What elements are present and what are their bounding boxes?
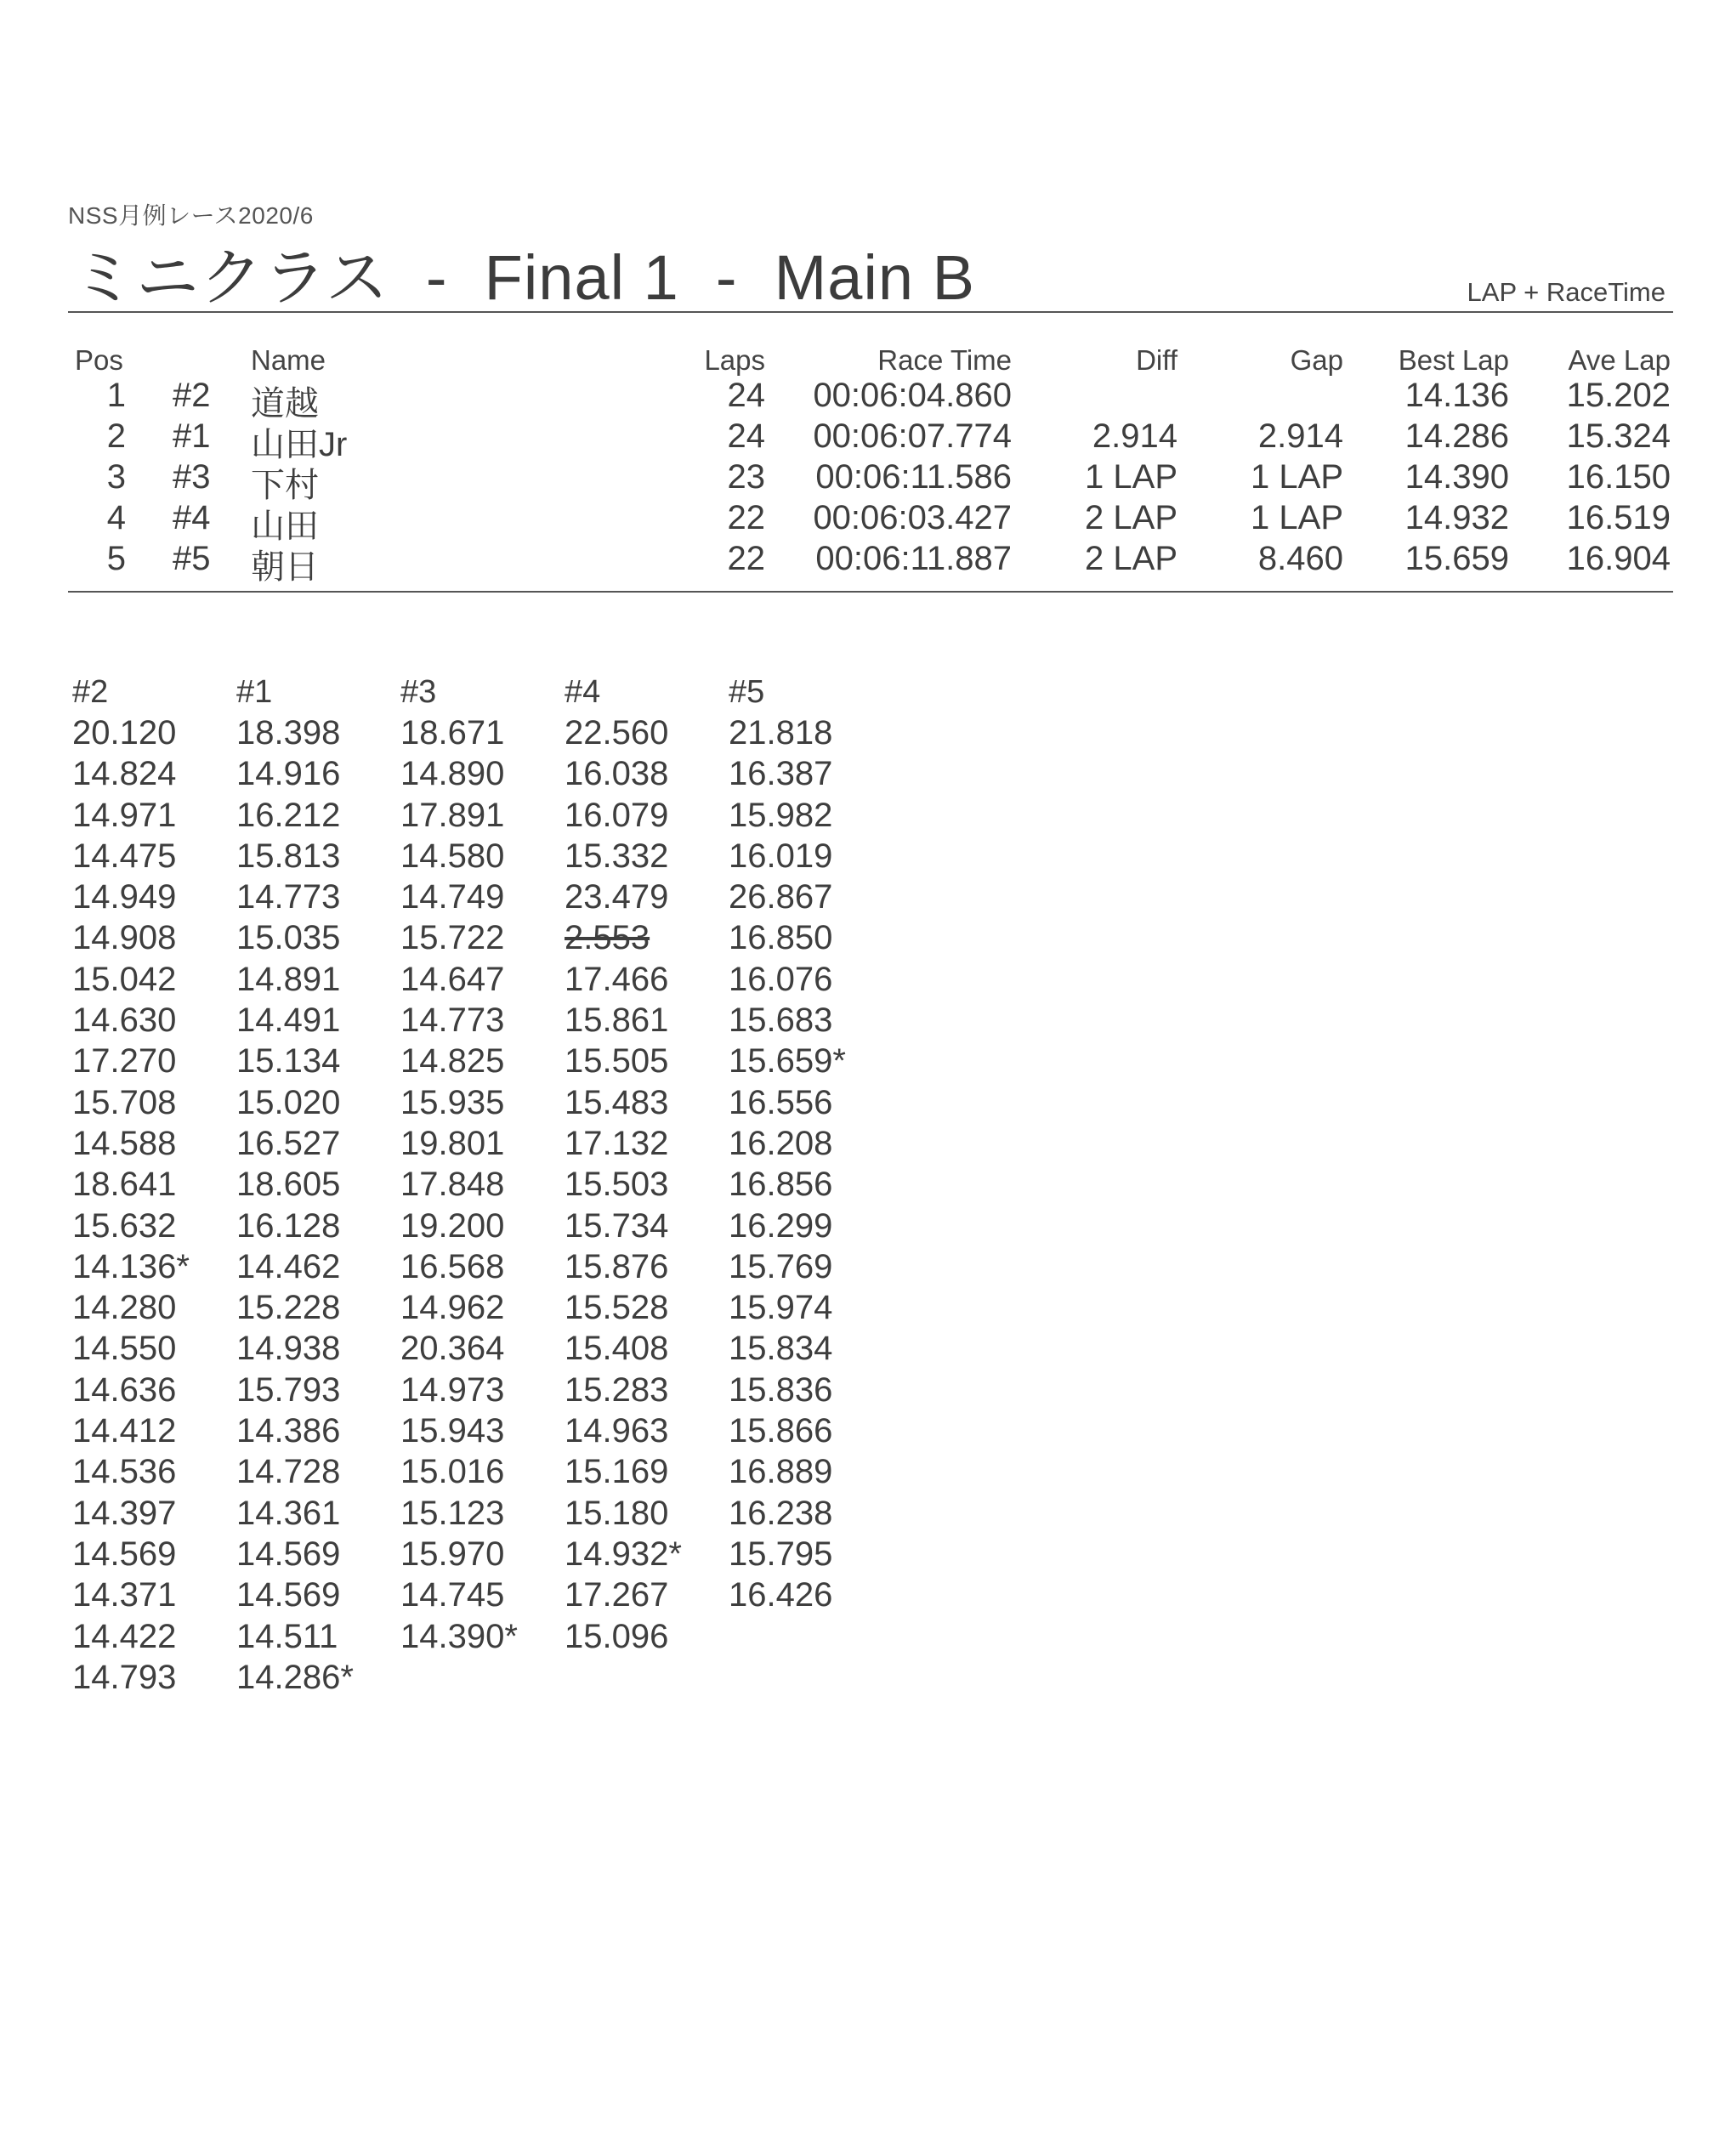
lap-time: 14.636 (72, 1370, 177, 1409)
lap-time: 14.371 (72, 1576, 177, 1614)
lap-time: 15.632 (72, 1206, 177, 1245)
result-pos: 2 (106, 417, 126, 455)
result-race-time: 00:06:07.774 (813, 417, 1012, 455)
lap-time: 16.019 (729, 837, 833, 875)
lap-time: 16.299 (729, 1206, 833, 1245)
lap-time: 14.973 (400, 1370, 505, 1409)
lap-time: 18.641 (72, 1166, 177, 1204)
lap-time: 14.647 (400, 960, 505, 998)
lap-time: 15.016 (400, 1453, 505, 1491)
lap-time: 18.605 (236, 1166, 341, 1204)
lap-time: 16.568 (400, 1247, 505, 1285)
lap-time: 15.683 (729, 1001, 833, 1040)
lap-time: 15.042 (72, 960, 177, 998)
column-header-name: Name (251, 344, 326, 376)
result-ave-lap: 15.324 (1566, 417, 1671, 455)
result-race-time: 00:06:03.427 (813, 499, 1012, 536)
result-diff: 1 LAP (1085, 458, 1177, 496)
lap-column-header: #5 (729, 674, 765, 710)
lap-time: 16.527 (236, 1124, 341, 1162)
lap-time: 14.286* (236, 1658, 354, 1696)
lap-time: 16.556 (729, 1083, 833, 1121)
lap-column (72, 672, 234, 1698)
lap-time: 21.818 (729, 714, 833, 752)
lap-time: 16.238 (729, 1494, 833, 1532)
lap-time: 15.876 (565, 1247, 669, 1285)
lap-column (729, 672, 890, 1616)
lap-time: 17.848 (400, 1166, 505, 1204)
lap-column (236, 672, 398, 1698)
lap-time: 15.793 (236, 1370, 341, 1409)
lap-time: 15.722 (400, 919, 505, 957)
result-best-lap: 14.390 (1404, 458, 1509, 496)
lap-time: 15.813 (236, 837, 341, 875)
lap-time: 15.982 (729, 796, 833, 834)
lap-time: 15.505 (565, 1042, 669, 1081)
lap-time: 14.949 (72, 878, 177, 916)
result-race-time: 00:06:11.887 (815, 540, 1012, 577)
lap-time: 16.208 (729, 1124, 833, 1162)
lap-time: 14.728 (236, 1453, 341, 1491)
lap-time: 16.212 (236, 796, 341, 834)
result-ave-lap: 16.150 (1566, 458, 1671, 496)
lap-column-header: #4 (565, 674, 601, 710)
lap-time: 23.479 (565, 878, 669, 916)
result-diff: 2 LAP (1085, 540, 1177, 577)
result-driver-name: 朝日 (251, 548, 319, 586)
result-car-number: #3 (173, 458, 211, 496)
lap-time: 15.861 (565, 1001, 669, 1040)
lap-time: 15.483 (565, 1083, 669, 1121)
lap-time: 15.123 (400, 1494, 505, 1532)
lap-time: 14.569 (236, 1535, 341, 1573)
column-header-best-lap: Best Lap (1398, 344, 1509, 376)
lap-time: 26.867 (729, 878, 833, 916)
lap-time: 14.745 (400, 1576, 505, 1614)
result-car-number: #5 (173, 540, 211, 577)
lap-time: 14.536 (72, 1453, 177, 1491)
lap-time: 15.283 (565, 1370, 669, 1409)
column-header-gap: Gap (1290, 344, 1343, 376)
lap-time: 16.076 (729, 960, 833, 998)
result-race-time: 00:06:11.586 (815, 458, 1012, 496)
result-driver-name: 道越 (251, 385, 319, 423)
result-best-lap: 14.286 (1404, 417, 1509, 455)
lap-time: 14.908 (72, 919, 177, 957)
lap-time: 14.588 (72, 1124, 177, 1162)
lap-time: 16.128 (236, 1206, 341, 1245)
lap-time: 14.569 (236, 1576, 341, 1614)
result-diff: 2.914 (1092, 417, 1177, 455)
lap-column-header: #3 (400, 674, 437, 710)
result-gap: 1 LAP (1251, 499, 1343, 536)
column-header-pos: Pos (75, 344, 123, 376)
lap-time: 15.769 (729, 1247, 833, 1285)
result-best-lap: 14.136 (1404, 377, 1509, 414)
lap-time: 14.136* (72, 1247, 190, 1285)
lap-time: 20.120 (72, 714, 177, 752)
lap-time: 14.491 (236, 1001, 341, 1040)
lap-time: 16.387 (729, 755, 833, 793)
lap-time: 14.580 (400, 837, 505, 875)
lap-time: 14.475 (72, 837, 177, 875)
result-car-number: #2 (173, 377, 211, 414)
lap-time: 15.970 (400, 1535, 505, 1573)
lap-time: 14.932* (565, 1535, 682, 1573)
lap-column-header: #2 (72, 674, 109, 710)
lap-time: 14.511 (236, 1617, 338, 1655)
lap-time: 15.943 (400, 1412, 505, 1450)
lap-column (565, 672, 726, 1657)
result-gap: 8.460 (1257, 540, 1343, 577)
lap-time: 14.422 (72, 1617, 177, 1655)
lap-time: 18.398 (236, 714, 341, 752)
lap-time: 17.267 (565, 1576, 669, 1614)
lap-time: 15.528 (565, 1289, 669, 1327)
lap-time: 15.228 (236, 1289, 341, 1327)
lap-time: 15.035 (236, 919, 341, 957)
lap-time: 15.734 (565, 1206, 669, 1245)
lap-time: 15.834 (729, 1330, 833, 1368)
lap-time: 19.801 (400, 1124, 505, 1162)
top-divider (68, 311, 1673, 313)
lap-time: 14.773 (236, 878, 341, 916)
result-pos: 5 (106, 540, 126, 577)
lap-time: 14.824 (72, 755, 177, 793)
lap-time: 15.836 (729, 1370, 833, 1409)
format-label: LAP + RaceTime (1467, 277, 1665, 307)
lap-time: 14.630 (72, 1001, 177, 1040)
lap-time: 15.659* (729, 1042, 846, 1081)
result-car-number: #4 (173, 499, 211, 536)
result-gap: 2.914 (1257, 417, 1343, 455)
result-race-time: 00:06:04.860 (813, 377, 1012, 414)
lap-time: 14.825 (400, 1042, 505, 1081)
lap-time: 16.038 (565, 755, 669, 793)
lap-time: 14.793 (72, 1658, 177, 1696)
result-car-number: #1 (173, 417, 211, 455)
lap-time: 17.466 (565, 960, 669, 998)
lap-time: 14.963 (565, 1412, 669, 1450)
lap-time: 16.856 (729, 1166, 833, 1204)
result-pos: 1 (106, 377, 126, 414)
lap-time: 15.020 (236, 1083, 341, 1121)
lap-time: 14.938 (236, 1330, 341, 1368)
result-ave-lap: 16.904 (1566, 540, 1671, 577)
lap-time: 15.935 (400, 1083, 505, 1121)
event-subtitle: NSS月例レース2020/6 (68, 202, 314, 229)
lap-time: 15.180 (565, 1494, 669, 1532)
lap-time: 16.850 (729, 919, 833, 957)
result-laps: 24 (727, 377, 765, 414)
lap-time: 14.361 (236, 1494, 341, 1532)
result-pos: 4 (106, 499, 126, 536)
result-ave-lap: 15.202 (1566, 377, 1671, 414)
lap-time: 14.550 (72, 1330, 177, 1368)
lap-time: 19.200 (400, 1206, 505, 1245)
lap-time: 15.134 (236, 1042, 341, 1081)
lap-time: 15.096 (565, 1617, 669, 1655)
lap-time: 14.916 (236, 755, 341, 793)
lap-time: 15.866 (729, 1412, 833, 1450)
result-best-lap: 15.659 (1404, 540, 1509, 577)
bottom-divider (68, 591, 1673, 593)
result-driver-name: 下村 (251, 467, 319, 504)
lap-time: 17.132 (565, 1124, 669, 1162)
lap-time: 16.426 (729, 1576, 833, 1614)
result-pos: 3 (106, 458, 126, 496)
result-gap: 1 LAP (1251, 458, 1343, 496)
lap-column (400, 672, 562, 1657)
result-laps: 22 (727, 540, 765, 577)
lap-time: 14.386 (236, 1412, 341, 1450)
lap-time: 14.962 (400, 1289, 505, 1327)
lap-time: 14.569 (72, 1535, 177, 1573)
lap-time: 14.890 (400, 755, 505, 793)
result-diff: 2 LAP (1085, 499, 1177, 536)
lap-time: 15.974 (729, 1289, 833, 1327)
lap-time: 14.397 (72, 1494, 177, 1532)
result-laps: 24 (727, 417, 765, 455)
column-header-ave-lap: Ave Lap (1568, 344, 1671, 376)
lap-time: 14.462 (236, 1247, 341, 1285)
lap-time: 14.971 (72, 796, 177, 834)
lap-time: 15.408 (565, 1330, 669, 1368)
lap-time: 15.169 (565, 1453, 669, 1491)
column-header-laps: Laps (704, 344, 765, 376)
lap-time: 2.553 (565, 919, 650, 957)
lap-time: 15.708 (72, 1083, 177, 1121)
lap-time: 15.795 (729, 1535, 833, 1573)
lap-time: 18.671 (400, 714, 505, 752)
lap-time: 16.889 (729, 1453, 833, 1491)
page-title: ミニクラス - Final 1 - Main B (72, 242, 975, 313)
lap-time: 17.891 (400, 796, 505, 834)
lap-time: 14.412 (72, 1412, 177, 1450)
lap-time: 20.364 (400, 1330, 505, 1368)
column-header-race-time: Race Time (877, 344, 1012, 376)
column-header-diff: Diff (1136, 344, 1177, 376)
lap-time: 14.891 (236, 960, 341, 998)
lap-time: 15.503 (565, 1166, 669, 1204)
result-ave-lap: 16.519 (1566, 499, 1671, 536)
lap-time: 17.270 (72, 1042, 177, 1081)
result-laps: 22 (727, 499, 765, 536)
result-laps: 23 (727, 458, 765, 496)
lap-column-header: #1 (236, 674, 273, 710)
lap-time: 14.773 (400, 1001, 505, 1040)
lap-time: 15.332 (565, 837, 669, 875)
lap-time: 14.280 (72, 1289, 177, 1327)
result-best-lap: 14.932 (1404, 499, 1509, 536)
lap-time: 16.079 (565, 796, 669, 834)
lap-time: 22.560 (565, 714, 669, 752)
lap-time: 14.749 (400, 878, 505, 916)
result-driver-name: 山田Jr (251, 426, 348, 463)
result-driver-name: 山田 (251, 508, 319, 545)
lap-time: 14.390* (400, 1617, 518, 1655)
